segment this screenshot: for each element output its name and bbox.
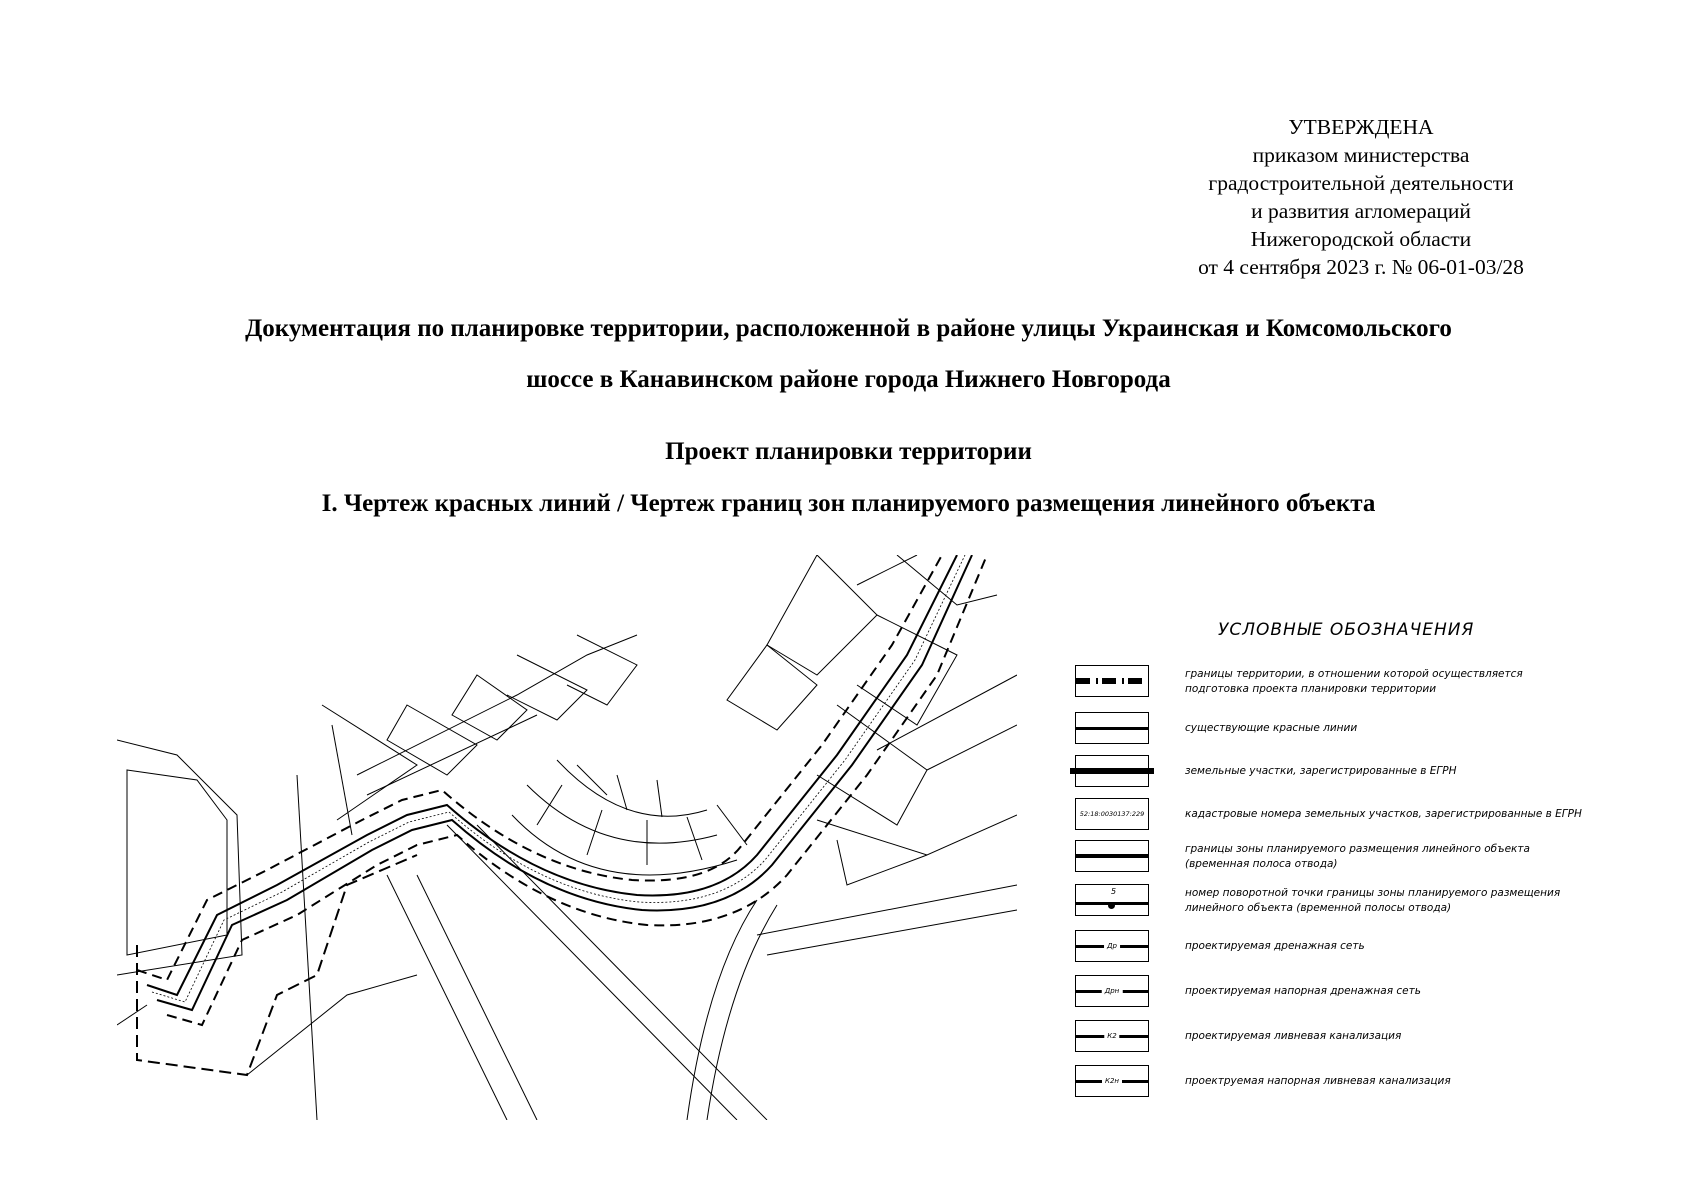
storm-sewer-label: К2 bbox=[1104, 1032, 1119, 1040]
drainage-network-icon bbox=[1075, 930, 1149, 962]
approval-line: УТВЕРЖДЕНА bbox=[1288, 115, 1434, 139]
legend-item bbox=[1075, 798, 1635, 832]
dashed-boundary-icon bbox=[1075, 665, 1149, 697]
pressure-storm-sewer-icon bbox=[1075, 1065, 1149, 1097]
pressure-storm-sewer-label: К2н bbox=[1102, 1077, 1122, 1085]
approval-line: и развития агломераций bbox=[1251, 199, 1471, 223]
turning-point-number: 5 bbox=[1111, 887, 1117, 896]
legend-item-text: проектруемая напорная ливневая канализация bbox=[1185, 1075, 1451, 1087]
legend-item bbox=[1075, 840, 1635, 874]
legend-item-text: границы территории, в отношении которой осуществляется bbox=[1185, 668, 1523, 680]
legend-item-text: проектируемая напорная дренажная сеть bbox=[1185, 985, 1421, 997]
approval-line: приказом министерства bbox=[1252, 143, 1470, 167]
legend-item-text: границы зоны планируемого размещения линейного объекта bbox=[1185, 843, 1530, 855]
legend-item bbox=[1075, 1020, 1635, 1054]
legend-item bbox=[1075, 884, 1635, 918]
drainage-label: Др bbox=[1104, 942, 1120, 950]
cadastral-number-icon bbox=[1075, 798, 1149, 830]
zone-boundary-icon bbox=[1075, 840, 1149, 872]
document-subtitle: Проект планировки территории bbox=[665, 438, 1032, 465]
legend-item-text: линейного объекта (временной полосы отвода) bbox=[1185, 902, 1452, 914]
legend-item bbox=[1075, 665, 1635, 699]
storm-sewer-icon bbox=[1075, 1020, 1149, 1052]
planning-drawing bbox=[117, 555, 1017, 1120]
legend-item-text: проектируемая дренажная сеть bbox=[1185, 940, 1365, 952]
legend-item bbox=[1075, 930, 1635, 964]
cadastral-number-sample: 52:18:0030137:229 bbox=[1077, 810, 1147, 818]
land-plot-line-icon bbox=[1075, 755, 1149, 787]
section-heading: I. Чертеж красных линий / Чертеж границ зон планируемого размещения линейного объекта bbox=[321, 490, 1376, 517]
red-line-icon bbox=[1075, 712, 1149, 744]
legend-item bbox=[1075, 755, 1635, 789]
legend-item bbox=[1075, 975, 1635, 1009]
document-title-line-2: шоссе в Канавинском районе города Нижнего Новгорода bbox=[526, 366, 1171, 393]
document-title-line-1: Документация по планировке территории, расположенной в районе улицы Украинская и Комсомольского bbox=[245, 315, 1452, 342]
approval-stamp bbox=[1151, 113, 1571, 281]
legend-item-text: проектируемая ливневая канализация bbox=[1185, 1030, 1402, 1042]
legend-item-text: земельные участки, зарегистрированные в ЕГРН bbox=[1185, 765, 1457, 777]
legend-item bbox=[1075, 1065, 1635, 1099]
legend-item-text: подготовка проекта планировки территории bbox=[1185, 683, 1437, 695]
legend-title: УСЛОВНЫЕ ОБОЗНАЧЕНИЯ bbox=[1218, 620, 1475, 640]
legend-item bbox=[1075, 712, 1635, 746]
pressure-drainage-label: Дрн bbox=[1102, 987, 1123, 995]
legend-item-text: существующие красные линии bbox=[1185, 722, 1358, 734]
approval-line: от 4 сентября 2023 г. № 06-01-03/28 bbox=[1198, 255, 1524, 279]
approval-line: градостроительной деятельности bbox=[1208, 171, 1514, 195]
legend-item-text: номер поворотной точки границы зоны планируемого размещения bbox=[1185, 887, 1561, 899]
pressure-drainage-icon bbox=[1075, 975, 1149, 1007]
approval-line: Нижегородской области bbox=[1250, 227, 1472, 251]
legend-item-text: (временная полоса отвода) bbox=[1185, 858, 1338, 870]
turning-point-icon bbox=[1075, 884, 1149, 916]
legend-item-text: кадастровые номера земельных участков, зарегистрированные в ЕГРН bbox=[1185, 808, 1582, 820]
